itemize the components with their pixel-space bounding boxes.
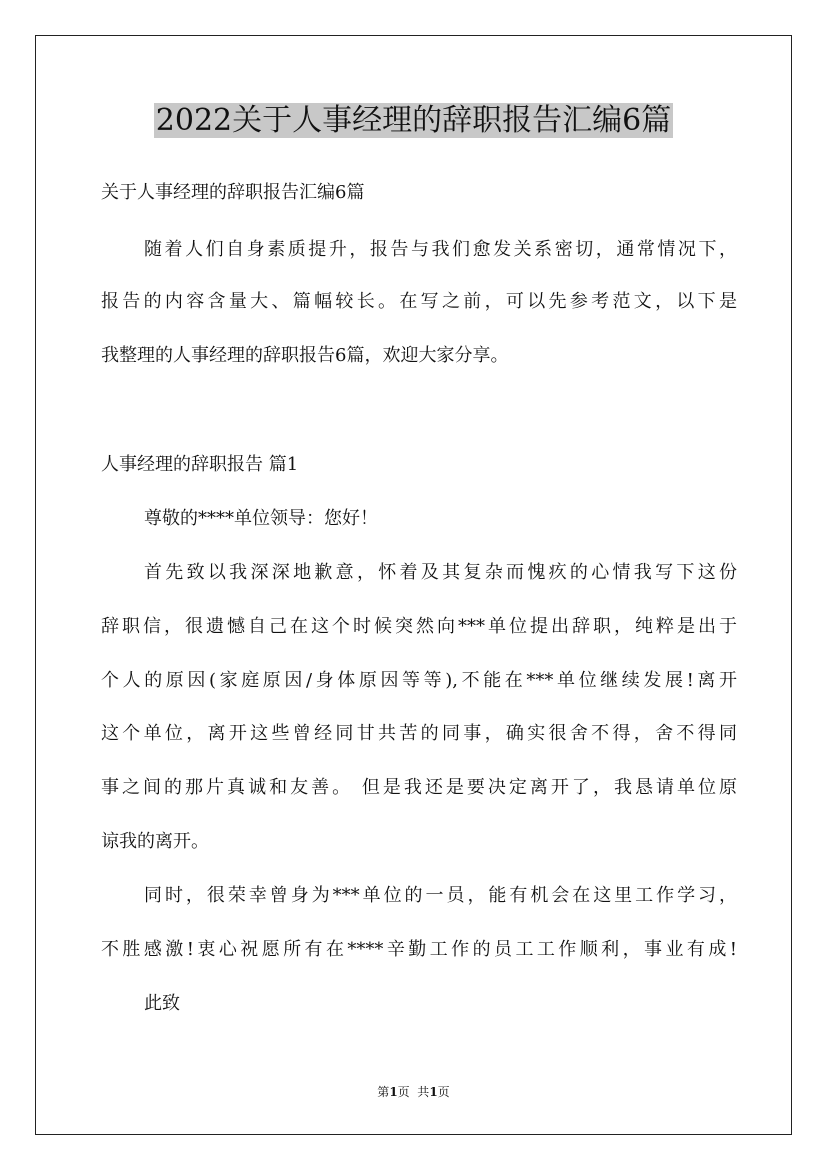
- body-paragraph-line: 辞职信，很遗憾自己在这个时候突然向***单位提出辞职，纯粹是出于: [101, 616, 737, 637]
- document-title: [0, 101, 827, 141]
- body-paragraph-line: 谅我的离开。: [101, 831, 209, 852]
- footer-page-suffix: 页: [437, 1085, 450, 1099]
- page-footer: [0, 1084, 827, 1100]
- intro-line: 随着人们自身素质提升，报告与我们愈发关系密切，通常情况下，: [144, 239, 737, 260]
- footer-page-mid: 页 共: [397, 1085, 430, 1099]
- body-paragraph-line: 事之间的那片真诚和友善。 但是我还是要决定离开了，我恳请单位原: [101, 777, 737, 798]
- footer-page-total: 1: [429, 1085, 438, 1099]
- intro-line: 报告的内容含量大、篇幅较长。在写之前，可以先参考范文，以下是: [101, 291, 737, 312]
- section-heading: 人事经理的辞职报告 篇1: [101, 454, 299, 475]
- footer-page-current: 1: [389, 1085, 398, 1099]
- body-paragraph-line: 这个单位，离开这些曾经同甘共苦的同事，确实很舍不得，舍不得同: [101, 723, 737, 744]
- closing: 此致: [144, 993, 180, 1014]
- salutation: 尊敬的****单位领导：您好！: [144, 508, 378, 529]
- document-subtitle: 关于人事经理的辞职报告汇编6篇: [101, 182, 365, 203]
- document-title-text: 2022关于人事经理的辞职报告汇编6篇: [155, 103, 672, 138]
- body-paragraph-line: 首先致以我深深地歉意，怀着及其复杂而愧疚的心情我写下这份: [144, 562, 737, 583]
- intro-line: 我整理的人事经理的辞职报告6篇，欢迎大家分享。: [101, 345, 509, 366]
- body-paragraph-line: 个人的原因(家庭原因/身体原因等等),不能在***单位继续发展!离开: [101, 670, 737, 691]
- body-paragraph-line: 不胜感激!衷心祝愿所有在****辛勤工作的员工工作顺利，事业有成!: [101, 939, 737, 960]
- footer-page-prefix: 第: [377, 1085, 390, 1099]
- body-paragraph-line: 同时，很荣幸曾身为***单位的一员，能有机会在这里工作学习，: [144, 885, 737, 906]
